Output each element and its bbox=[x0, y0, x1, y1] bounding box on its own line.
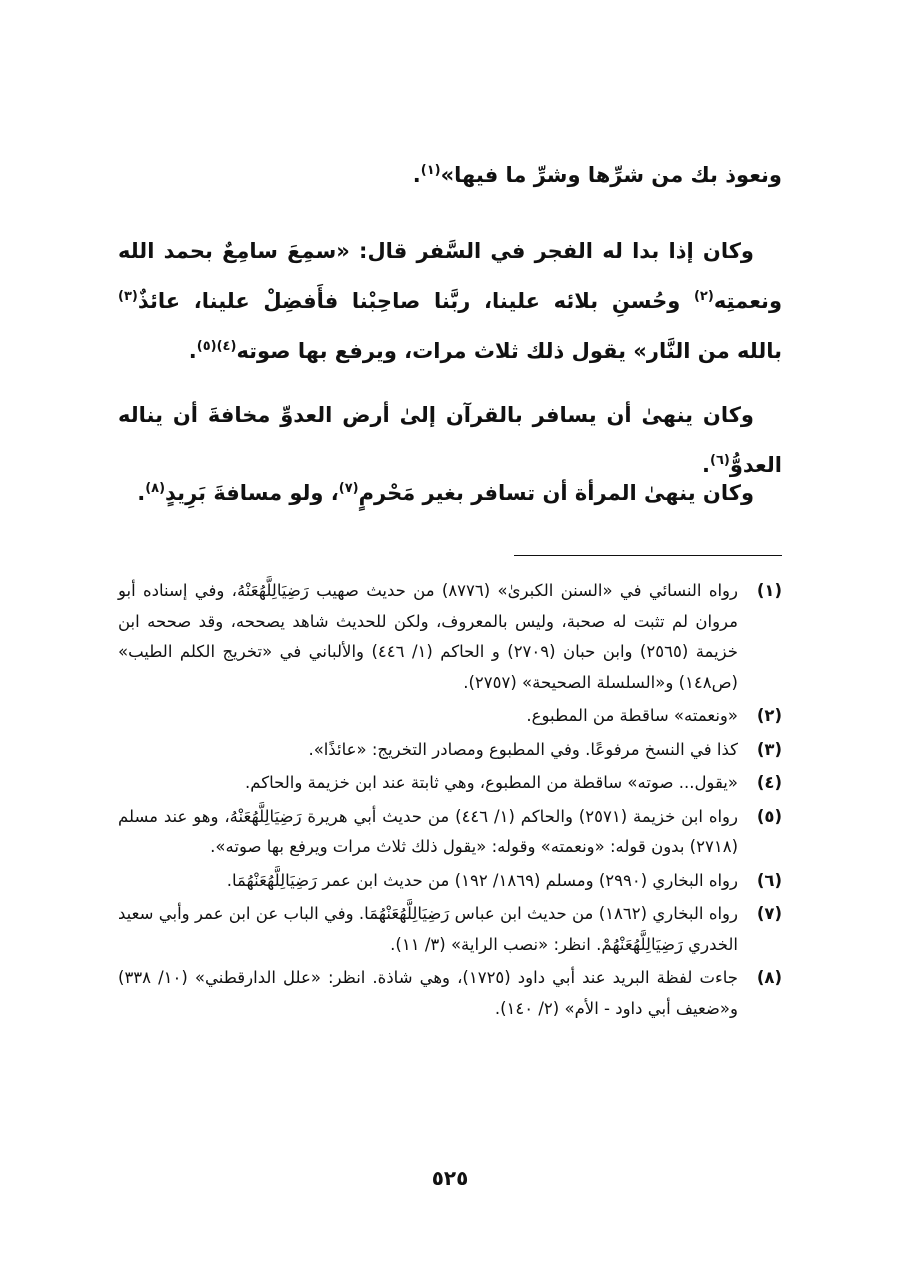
paragraph-2 bbox=[118, 226, 782, 376]
footnote-number: (١) bbox=[756, 581, 782, 600]
footnote-text: رواه البخاري (٢٩٩٠) ومسلم (١٨٦٩/ ١٩٢) من حديث ابن عمر رَضِيَالِلَّهُعَنْهُمَا. bbox=[226, 870, 738, 890]
footnote-item bbox=[118, 576, 782, 698]
footnote-ref: (٣) bbox=[118, 289, 138, 304]
paragraph-1 bbox=[118, 150, 782, 200]
paragraph-4 bbox=[118, 468, 782, 518]
period: . bbox=[702, 453, 711, 477]
footnote-text: رواه ابن خزيمة (٢٥٧١) والحاكم (١/ ٤٤٦) من حديث أبي هريرة رَضِيَالِلَّهُعَنْهُ، وهو عند مسلم (٢٧١٨) بدون قوله: «ونعمته» وقوله: «يقول ذلك ثلاث مرات ويرفع بها صوته». bbox=[118, 806, 738, 856]
footnote-number: (٥) bbox=[756, 806, 782, 826]
footnote-item bbox=[118, 963, 782, 1024]
footnote-item bbox=[118, 735, 782, 766]
paragraph-text: ونعوذ بك من شرِّها وشرِّ ما فيها» bbox=[440, 163, 782, 187]
footnote-text: كذا في النسخ مرفوعًا. وفي المطبوع ومصادر التخريج: «عائذًا». bbox=[308, 739, 738, 759]
paragraph-text: وكان ينهىٰ المرأة أن تسافر بغير مَحْرمٍ bbox=[358, 481, 754, 505]
footnote-number: (٦) bbox=[756, 870, 782, 890]
footnote-number: (٤) bbox=[756, 773, 782, 792]
footnote-ref: (٨) bbox=[145, 481, 166, 496]
footnote-item bbox=[118, 899, 782, 960]
paragraph-text: ، ولو مسافةَ بَرِيدٍ bbox=[165, 481, 339, 505]
period: . bbox=[188, 339, 197, 363]
footnote-separator bbox=[514, 555, 782, 556]
footnote-item bbox=[118, 802, 782, 863]
footnote-number: (٧) bbox=[756, 904, 782, 923]
paragraph-text: وحُسنِ بلائه علينا، ربَّنا صاحِبْنا فأَفضِلْ علينا، عائذٌ bbox=[137, 289, 694, 313]
period: . bbox=[412, 163, 421, 187]
paragraph-text: بالله من النَّار» يقول ذلك ثلاث مرات، ويرفع بها صوته bbox=[236, 339, 782, 363]
footnote-number: (٣) bbox=[756, 739, 782, 759]
footnote-item bbox=[118, 866, 782, 897]
footnote-text: جاءت لفظة البريد عند أبي داود (١٧٢٥)، وهي شاذة. انظر: «علل الدارقطني» (١٠/ ٣٣٨) و«ضعيف أبي داود - الأم» (٢/ ١٤٠). bbox=[118, 968, 738, 1018]
footnote-ref: (٧) bbox=[338, 481, 359, 496]
footnote-ref: (٦) bbox=[710, 453, 730, 468]
footnote-item bbox=[118, 701, 782, 732]
footnote-ref: (٤)(٥) bbox=[196, 339, 237, 354]
footnote-text: رواه النسائي في «السنن الكبرىٰ» (٨٧٧٦) من حديث صهيب رَضِيَالِلَّهُعَنْهُ، وفي إسناده أبو مروان لم تثبت له صحبة، وليس بالمعروف، ولكن للحديث شاهد يصححه، وقد صححه ابن خزيمة (٢٥٦٥) وابن حبان (٢٧٠٩) و الحاكم (١/ ٤٤٦) والألباني في «تخريج الكلم الطيب» (ص١٤٨) و«السلسلة الصحيحة» (٢٧٥٧). bbox=[118, 581, 738, 692]
footnote-number: (٢) bbox=[756, 706, 782, 725]
period: . bbox=[137, 481, 146, 505]
footnote-text: رواه البخاري (١٨٦٢) من حديث ابن عباس رَضِيَالِلَّهُعَنْهُمَا. وفي الباب عن ابن عمر وأبي سعيد الخدري رَضِيَالِلَّهُعَنْهُمْ. انظر: «نصب الراية» (٣/ ١١). bbox=[118, 904, 738, 954]
paragraph-text: وكان إذا بدا له الفجر في السَّفر قال: «سمِعَ سامِعٌ بحمد الله ونعمتِه bbox=[118, 239, 782, 313]
footnote-ref: (٢) bbox=[693, 289, 714, 304]
footnote-text: «يقول... صوته» ساقطة من المطبوع، وهي ثابتة عند ابن خزيمة والحاكم. bbox=[245, 773, 738, 792]
footnote-item bbox=[118, 768, 782, 799]
paragraph-text: وكان ينهىٰ أن يسافر بالقرآن إلىٰ أرض العدوِّ مخافةَ أن يناله العدوُّ bbox=[118, 403, 782, 477]
footnotes bbox=[118, 576, 782, 1027]
footnote-text: «ونعمته» ساقطة من المطبوع. bbox=[526, 706, 738, 725]
footnote-ref: (١) bbox=[420, 163, 441, 178]
page-number: ٥٢٥ bbox=[431, 1166, 469, 1190]
footnote-number: (٨) bbox=[756, 968, 782, 987]
